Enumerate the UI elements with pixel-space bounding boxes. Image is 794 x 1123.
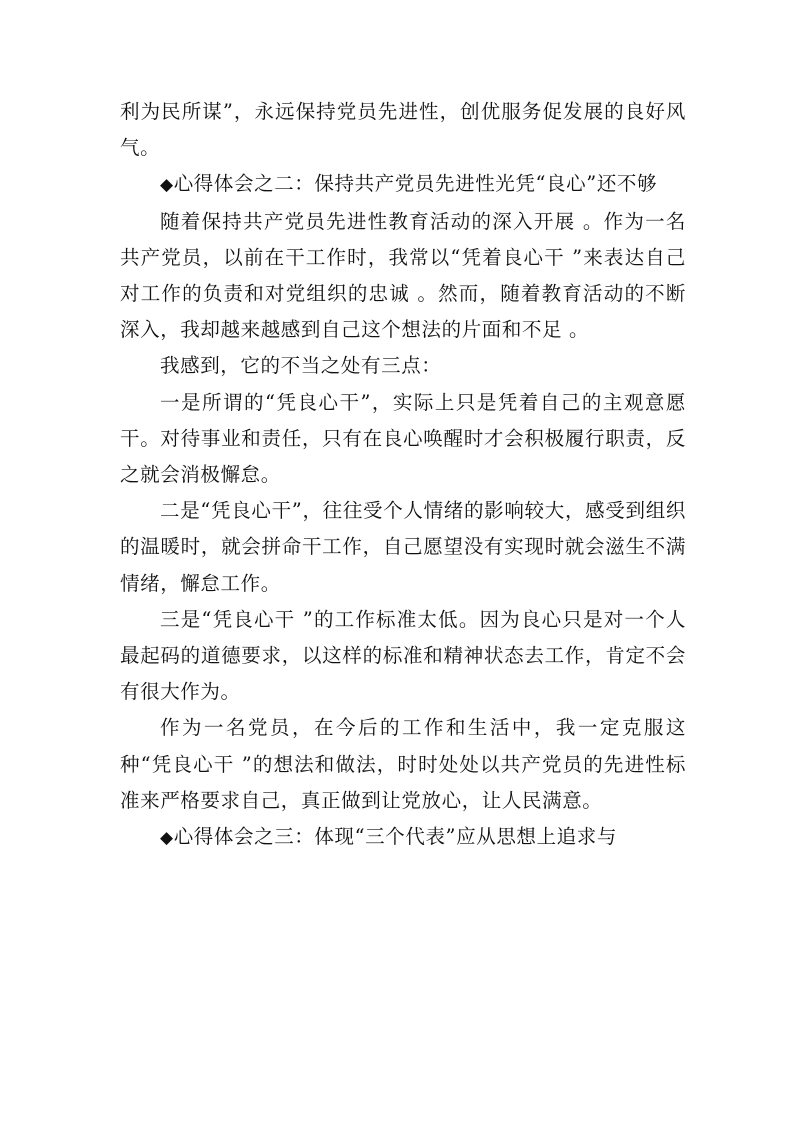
paragraph bbox=[120, 204, 686, 349]
paragraph-text: 作为一名党员，在今后的工作和生活中，我一定克服这种“凭良心干 ”的想法和做法，时时处处以共产党员的先进性标准来严格要求自己，真正做到让党放心，让人民满意。 bbox=[120, 716, 686, 812]
document-page bbox=[120, 94, 686, 856]
paragraph bbox=[120, 493, 686, 602]
paragraph bbox=[120, 385, 686, 494]
paragraph bbox=[120, 710, 686, 819]
section-heading-text: 心得体会之三：体现“三个代表”应从思想上追求与 bbox=[173, 825, 617, 849]
section-heading-3 bbox=[120, 819, 686, 856]
paragraph-text: 一是所谓的“凭良心干”，实际上只是凭着自己的主观意愿干。对待事业和责任，只有在良心唤醒时才会积极履行职责，反之就会消极懈怠。 bbox=[120, 390, 686, 487]
paragraph bbox=[120, 602, 686, 711]
paragraph-text: 二是“凭良心干”，往往受个人情绪的影响较大，感受到组织的温暖时，就会拼命干工作，自己愿望没有实现时就会滋生不满情绪，懈怠工作。 bbox=[120, 499, 686, 595]
paragraph-text: 我感到，它的不当之处有三点： bbox=[160, 354, 442, 378]
section-heading-2 bbox=[120, 166, 686, 203]
paragraph-text: 随着保持共产党员先进性教育活动的深入开展 。作为一名共产党员，以前在干工作时，我常以“凭着良心干 ”来表达自己对工作的负责和对党组织的忠诚 。然而，随着教育活动的不断深入，我却越来越感到自己这个想法的片面和不足 。 bbox=[120, 209, 686, 342]
paragraph-text: 利为民所谋”，永远保持党员先进性，创优服务促发展的良好风气。 bbox=[120, 100, 686, 160]
paragraph-text: 三是“凭良心干 ”的工作标准太低。因为良心只是对一个人最起码的道德要求，以这样的标准和精神状态去工作，肯定不会有很大作为。 bbox=[120, 607, 686, 704]
section-heading-text: 心得体会之二：保持共产党员先进性光凭“良心”还不够 bbox=[173, 172, 658, 196]
diamond-bullet-icon: ◆ bbox=[160, 828, 174, 849]
paragraph-continuation bbox=[120, 94, 686, 166]
diamond-bullet-icon: ◆ bbox=[160, 175, 174, 196]
paragraph bbox=[120, 348, 686, 384]
